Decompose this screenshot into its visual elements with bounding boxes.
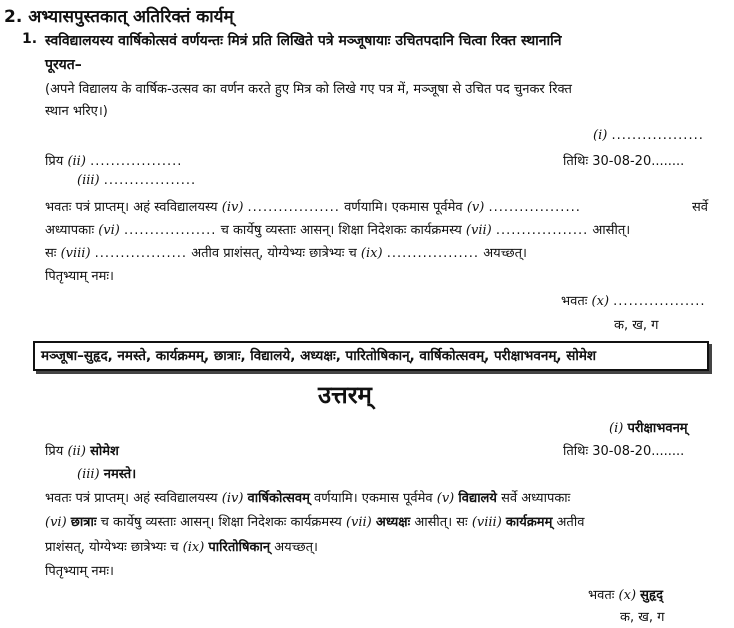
question-number: 1. xyxy=(22,31,38,47)
blank-vi: .................. xyxy=(124,223,217,238)
hindi-instruction-line1: (अपने विद्यालय के वार्षिक-उत्सव का वर्णन करते हुए मित्र को लिखे गए पत्र में, मञ्जूषा से उचित पद चुनकर रिक्त xyxy=(45,82,572,97)
answer-ii: सोमेश xyxy=(90,444,119,459)
answer-i: परीक्षाभवनम् xyxy=(627,421,688,436)
marker-iii: (iii) xyxy=(77,467,100,482)
answer-date: तिथिः 30-08-20........ xyxy=(563,444,685,459)
priya-label: प्रिय xyxy=(45,154,64,169)
marker-iv: (iv) xyxy=(221,200,244,215)
answer-iv: वार्षिकोत्सवम् xyxy=(247,491,310,506)
letter-salutation xyxy=(45,151,182,169)
question-text-line1: स्वविद्यालयस्य वार्षिकोत्सवं वर्णयन्तः मित्रं प्रति लिखिते पत्रे मञ्जूषायाः उचितपदानि चित्वा रिक्त स्थानानि xyxy=(45,33,562,49)
letter-address-line xyxy=(593,128,704,143)
answer-body-line3: प्राशंसत्, योग्येभ्यः छात्रेभ्यः च (ix) पारितोषिकान् अयच्छत्। xyxy=(45,540,318,555)
blank-v: .................. xyxy=(488,200,581,215)
letter-body-line3: सः (viii) .................. अतीव प्राशंसत्, योग्येभ्यः छात्रेभ्यः च (ix) .................. अयच्छत्। xyxy=(45,246,527,261)
blank-ii: .................. xyxy=(90,154,183,169)
marker-x: (x) xyxy=(618,588,637,603)
marker-ii: (ii) xyxy=(67,444,86,459)
question-text-line2: पूरयत– xyxy=(45,57,82,73)
letter-signoff: भवतः (x) .................. xyxy=(561,294,706,309)
manjusha-box xyxy=(33,341,709,371)
letter-body-line2: अध्यापकाः (vi) .................. च कार्येषु व्यस्ताः आसन्। शिक्षा निदेशकः कार्यक्रमस्य (vii) .................. आसीत्। xyxy=(45,223,631,238)
answer-viii: कार्यक्रमम् xyxy=(505,515,553,530)
answer-sender-name: क, ख, ग xyxy=(620,610,665,625)
manjusha-words: मञ्जूषा–सुहृद, नमस्ते, कार्यक्रमम्, छात्राः, विद्यालये, अध्यक्षः, पारितोषिकान्, वार्षिकोत्सवम्, परीक्षाभवनम्, सोमेश xyxy=(41,348,597,364)
letter-body-line1-end: सर्वे xyxy=(692,200,709,215)
answer-v: विद्यालये xyxy=(458,491,497,506)
marker-viii: (viii) xyxy=(471,515,502,530)
answer-greeting-line xyxy=(77,464,136,482)
letter-greeting-line xyxy=(77,173,196,188)
marker-vii: (vii) xyxy=(465,223,492,238)
blank-viii: .................. xyxy=(94,246,188,261)
answer-closing-pitr: पितृभ्याम् नमः। xyxy=(45,564,114,579)
letter-closing-pitr: पितृभ्याम् नमः। xyxy=(45,269,114,284)
answer-body-line1: भवतः पत्रं प्राप्तम्। अहं स्वविद्यालयस्य (iv) वार्षिकोत्सवम् वर्णयामि। एकमास पूर्वमेव (v) विद्यालये सर्वे अध्यापकाः xyxy=(45,491,571,506)
marker-viii: (viii) xyxy=(60,246,91,261)
letter-date: तिथिः 30-08-20........ xyxy=(563,154,685,169)
answer-vii: अध्यक्षः xyxy=(375,515,411,530)
marker-ii: (ii) xyxy=(67,154,86,169)
marker-vi: (vi) xyxy=(98,223,120,238)
priya-label: प्रिय xyxy=(45,444,64,459)
answer-body-line2: (vi) छात्राः च कार्येषु व्यस्ताः आसन्। शिक्षा निदेशकः कार्यक्रमस्य (vii) अध्यक्षः आसीत्। सः (viii) कार्यक्रमम् अतीव xyxy=(45,515,585,530)
marker-i: (i) xyxy=(593,128,608,143)
answer-address-line xyxy=(609,418,688,436)
answer-vi: छात्राः xyxy=(70,515,97,530)
blank-iii: .................. xyxy=(103,173,197,188)
answer-x: सुहृद् xyxy=(640,588,664,603)
marker-vi: (vi) xyxy=(45,515,67,530)
blank-ix: .................. xyxy=(386,246,480,261)
blank-i: .................. xyxy=(611,128,704,143)
answer-salutation xyxy=(45,441,119,459)
answer-ix: पारितोषिकान् xyxy=(208,540,271,555)
section-heading: 2. अभ्यासपुस्तकात् अतिरिक्तं कार्यम् xyxy=(4,7,234,27)
answer-signoff: भवतः (x) सुहृद् xyxy=(588,588,664,603)
marker-iii: (iii) xyxy=(77,173,100,188)
marker-i: (i) xyxy=(609,421,624,436)
blank-iv: .................. xyxy=(247,200,340,215)
letter-sender-name: क, ख, ग xyxy=(614,318,659,333)
marker-ix: (ix) xyxy=(182,540,205,555)
blank-x: .................. xyxy=(613,294,706,309)
marker-x: (x) xyxy=(591,294,610,309)
marker-vii: (vii) xyxy=(345,515,372,530)
marker-v: (v) xyxy=(436,491,455,506)
letter-body-line1: भवतः पत्रं प्राप्तम्। अहं स्वविद्यालयस्य (iv) .................. वर्णयामि। एकमास पूर्वमेव (v) .................. xyxy=(45,200,581,215)
hindi-instruction-line2: स्थान भरिए।) xyxy=(45,104,108,119)
marker-ix: (ix) xyxy=(360,246,383,261)
blank-vii: .................. xyxy=(495,223,589,238)
marker-iv: (iv) xyxy=(221,491,244,506)
answer-iii: नमस्ते। xyxy=(103,467,137,482)
marker-v: (v) xyxy=(466,200,485,215)
answer-title: उत्तरम् xyxy=(318,381,372,409)
